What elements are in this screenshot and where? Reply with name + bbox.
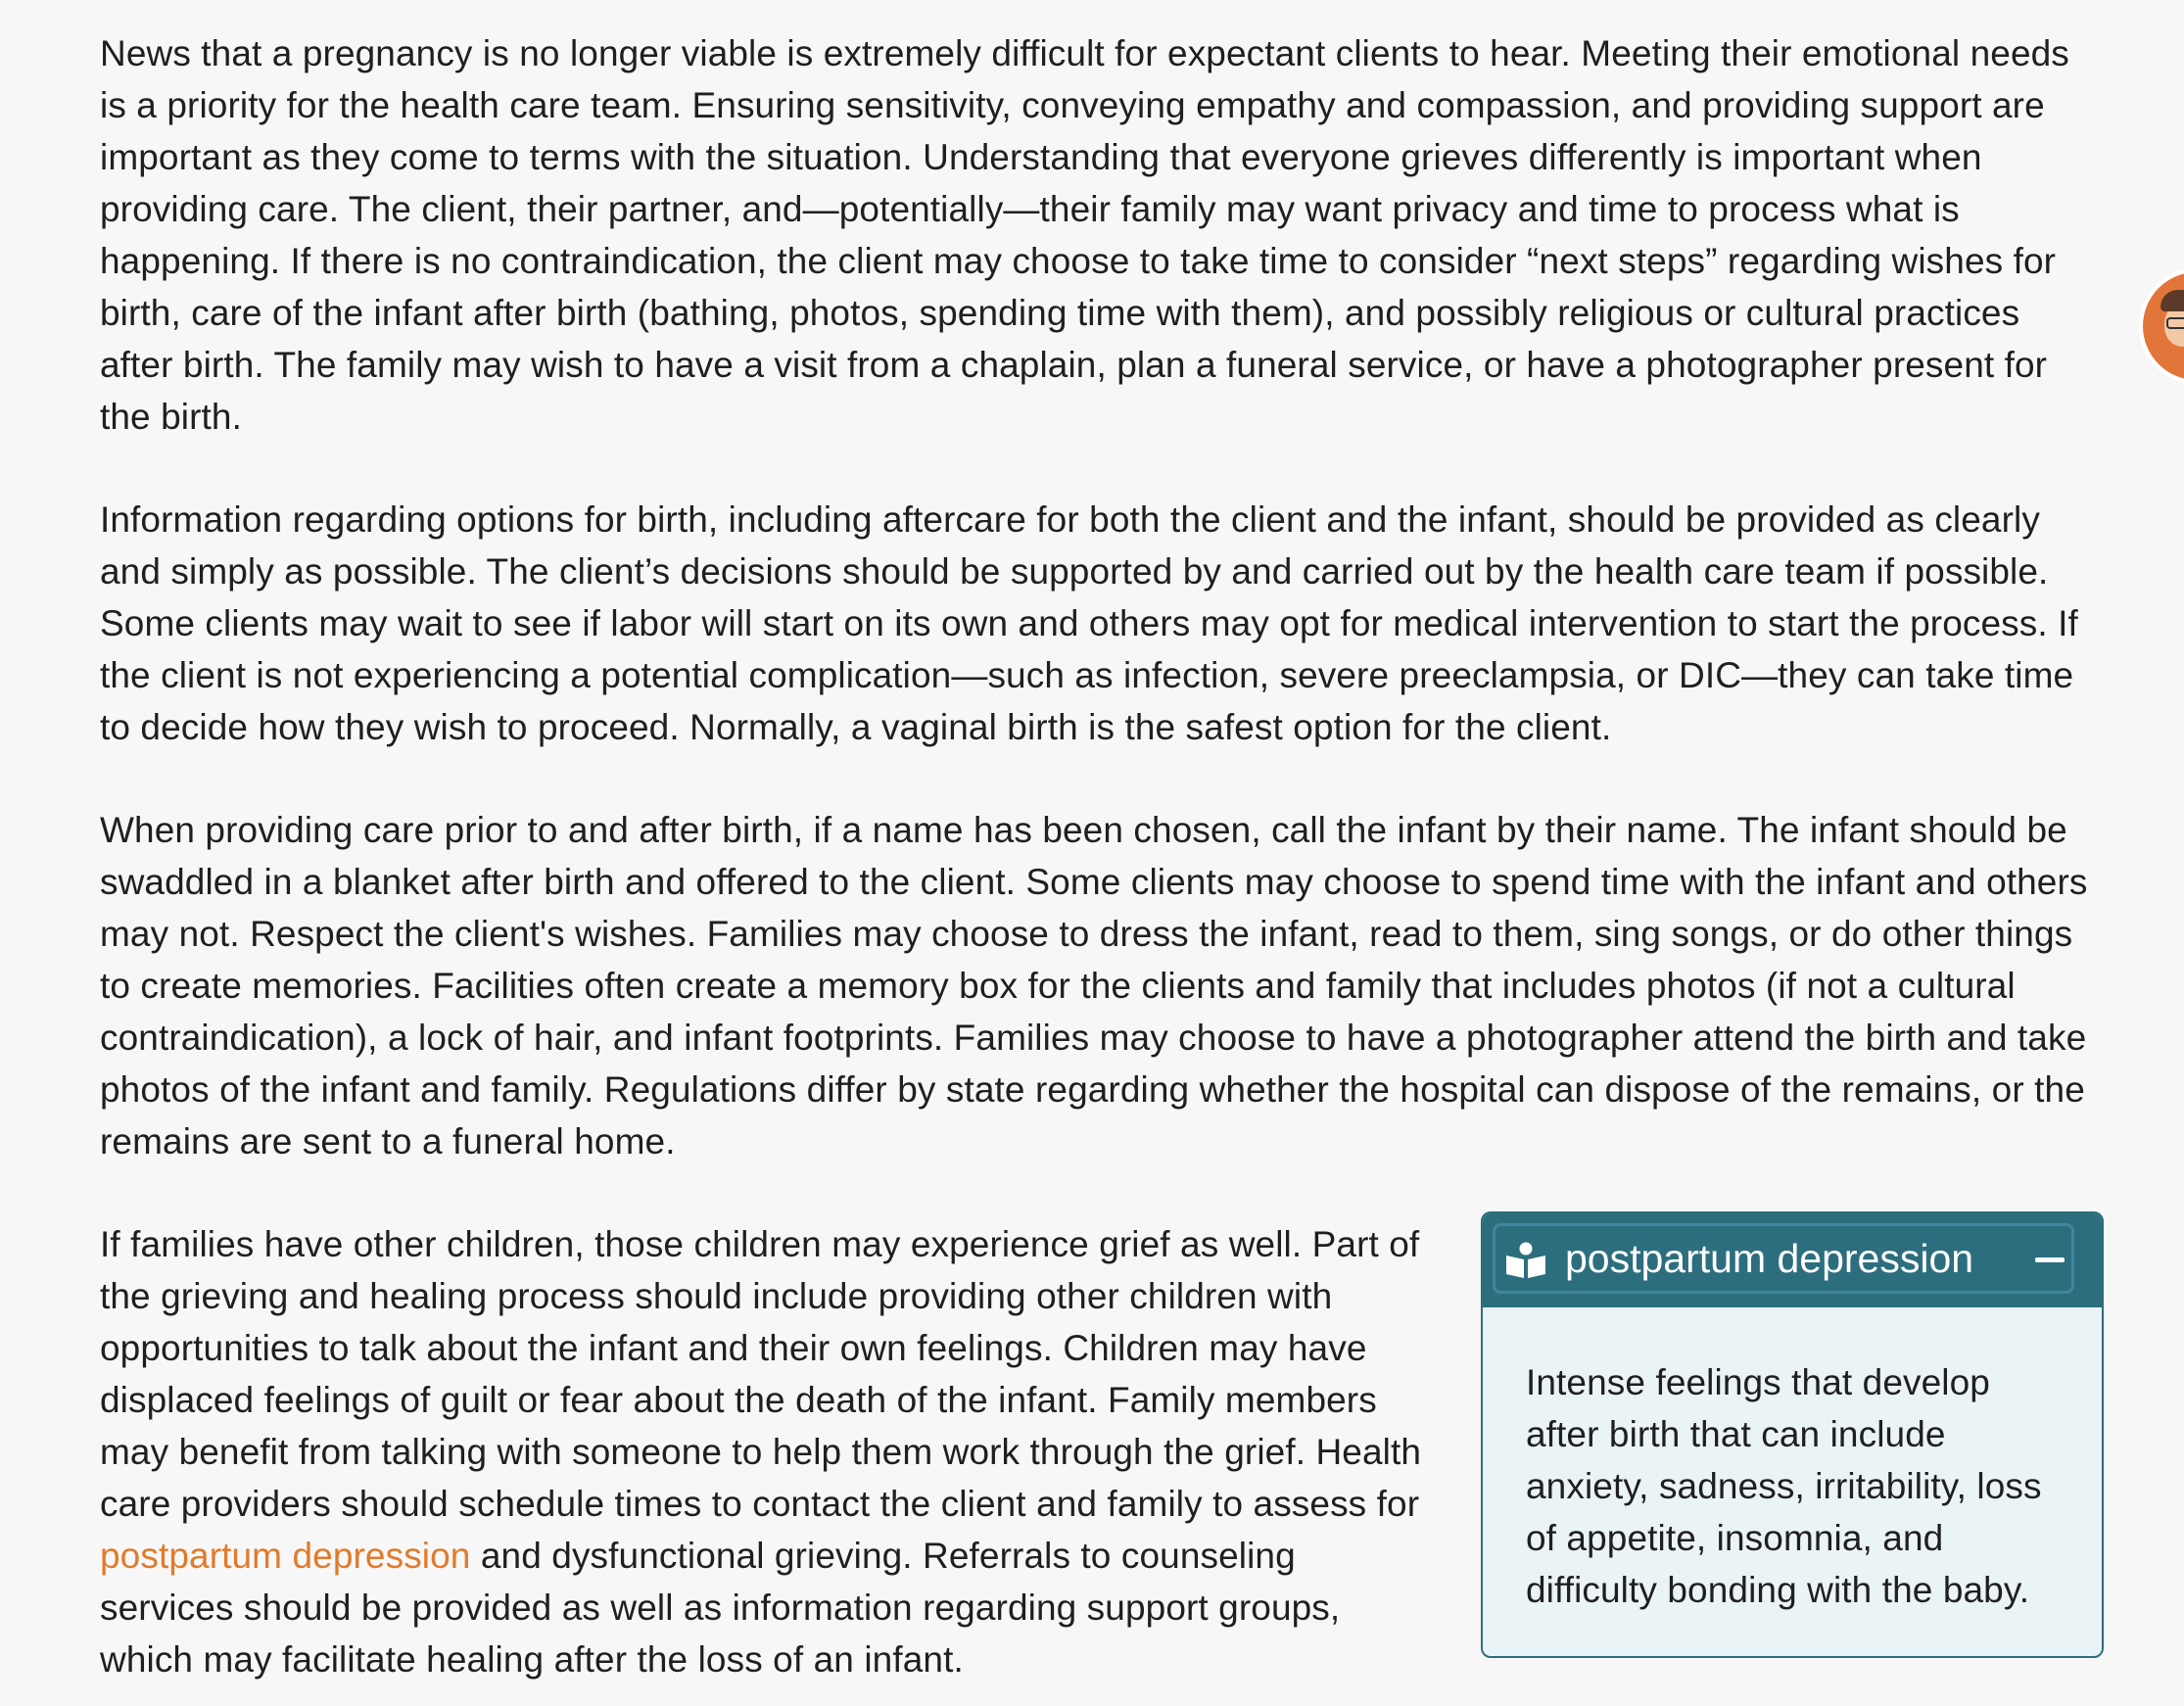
paragraph-infant-care: When providing care prior to and after birth, if a name has been chosen, call the infant by their name. The infant should be swaddled in a blanket after birth and offered to the client. Some clients may choose to spend time with the infant and others may not. Respect the client's wishes. Families may choose to dress the infant, read to them, sing songs, or do other things to create memories. Facilities often create a memory box for the clients and family that includes photos (if not a cultural contraindication), a lock of hair, and infant footprints. Families may choose to have a photographer attend the birth and take photos of the infant and family. Regulations differ by state regarding whether the hospital can dispose of the remains, or the remains are sent to a funeral home.	[100, 810, 2088, 1161]
avatar-hair	[2160, 290, 2184, 311]
glossary-definition: Intense feelings that develop after birth that can include anxiety, sadness, irritability, loss of appetite, insomnia, and difficulty bonding with the baby.	[1526, 1362, 2042, 1610]
glossary-popup	[1481, 1211, 2104, 1658]
paragraph-text-after-link: and dysfunctional grieving. Referrals to counseling services should be provided as well as information regarding support groups, which may facilitate healing after the loss of an infant.	[100, 1536, 1341, 1680]
glossary-header[interactable]	[1483, 1213, 2102, 1307]
glossary-body	[1483, 1307, 2102, 1616]
glossary-term-title: postpartum depression	[1565, 1236, 1974, 1281]
reading-content	[100, 27, 2102, 1685]
paragraph-text-before-link: If families have other children, those children may experience grief as well. Part of the grieving and healing process should include providing other children with opportunities to talk about the infant and their own feelings. Children may have displaced feelings of guilt or fear about the death of the infant. Family members may benefit from talking with someone to help them work through the grief. Health care providers should schedule times to contact the client and family to assess for	[100, 1224, 1422, 1524]
paragraph-birth-options: Information regarding options for birth, including aftercare for both the client and the infant, should be provided as clearly and simply as possible. The client’s decisions should be supported by and carried out by the health care team if possible. Some clients may wait to see if labor will start on its own and others may opt for medical intervention to start the process. If the client is not experiencing a potential complication—such as infection, severe preeclampsia, or DIC—they can take time to decide how they wish to proceed. Normally, a vaginal birth is the safest option for the client.	[100, 499, 2078, 747]
paragraph-emotional-needs: News that a pregnancy is no longer viable is extremely difficult for expectant clients to hear. Meeting their emotional needs is a priority for the health care team. Ensuring sensitivity, conveying empathy and compassion, and providing support are important as they come to terms with the situation. Understanding that everyone grieves differently is important when providing care. The client, their partner, and—potentially—their family may want privacy and time to process what is happening. If there is no contraindication, the client may choose to take time to consider “next steps” regarding wishes for birth, care of the infant after birth (bathing, photos, spending time with them), and possibly religious or cultural practices after birth. The family may wish to have a visit from a chaplain, plan a funeral service, or have a photographer present for the birth.	[100, 33, 2069, 437]
postpartum-depression-link[interactable]: postpartum depression	[100, 1536, 471, 1576]
collapse-minus-icon[interactable]	[2035, 1257, 2065, 1262]
grief-section	[100, 1218, 2102, 1685]
assistant-avatar[interactable]	[2143, 272, 2184, 380]
avatar-glasses	[2166, 317, 2184, 329]
book-reader-icon	[1504, 1242, 1547, 1279]
paragraph-siblings-grief	[100, 1218, 1432, 1685]
